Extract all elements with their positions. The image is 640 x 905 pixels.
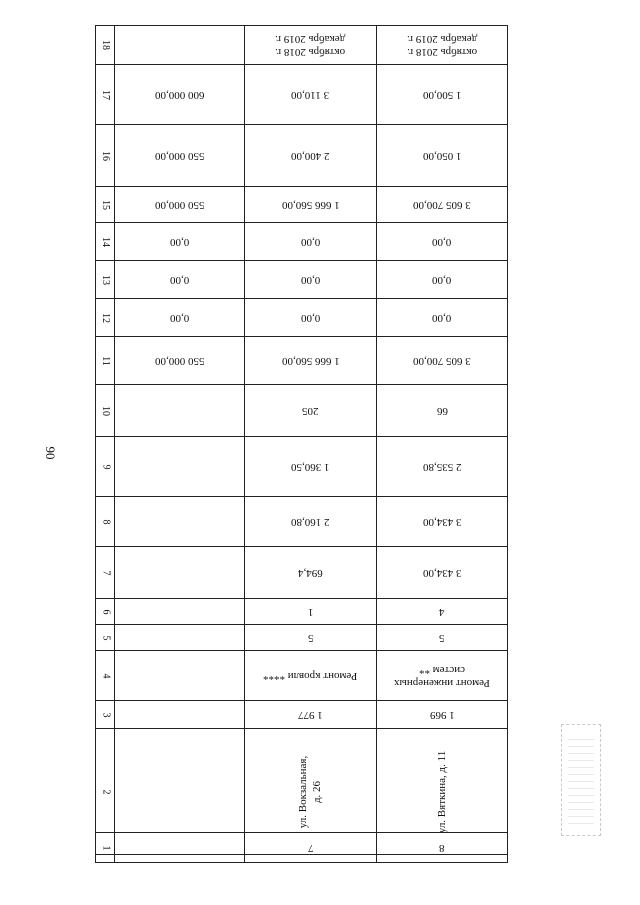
table-cell: 0,00 — [114, 223, 244, 260]
table-cell: Ремонт кровли **** — [244, 651, 376, 700]
column-number: 8 — [100, 519, 111, 524]
table-cell: 1 500,00 — [376, 65, 507, 124]
page-number: 90 — [43, 446, 58, 460]
table-cell: 2 400,00 — [244, 125, 376, 186]
table-row — [96, 64, 507, 124]
table-cell: 66 — [376, 385, 507, 436]
table-cell: 5 — [376, 625, 507, 650]
table-cell: ул. Вокзальная, д. 26 — [244, 729, 376, 854]
table-cell: 0,00 — [376, 261, 507, 298]
table-row — [96, 336, 507, 384]
table-cell: 0,00 — [376, 299, 507, 336]
table-row — [96, 186, 507, 222]
column-number: 16 — [100, 150, 111, 161]
table-cell — [114, 547, 244, 598]
table-row — [96, 436, 507, 496]
table-cell — [114, 701, 244, 728]
column-number: 1 — [100, 845, 111, 850]
table-cell: 8 — [376, 833, 507, 862]
table-cell: 0,00 — [244, 299, 376, 336]
table-cell: 5 — [244, 625, 376, 650]
table-cell: 550 000,00 — [114, 337, 244, 384]
table-cell: 0,00 — [114, 261, 244, 298]
table-cell: 7 — [244, 833, 376, 862]
table-cell: 550 000,00 — [114, 125, 244, 186]
table-row — [96, 624, 507, 650]
table-cell — [114, 833, 244, 862]
table-cell: 694,4 — [244, 547, 376, 598]
table-cell: 0,00 — [114, 299, 244, 336]
table-cell: 0,00 — [244, 223, 376, 260]
table-cell: 2 535,80 — [376, 437, 507, 496]
table-cell: октябрь 2018 г. декабрь 2019 г. — [244, 26, 376, 64]
table-cell: 1 666 560,00 — [244, 187, 376, 222]
table-cell: 1 977 — [244, 701, 376, 728]
table-row — [96, 700, 507, 728]
column-number: 14 — [100, 236, 111, 247]
table-cell — [114, 651, 244, 700]
table-cell: 0,00 — [376, 223, 507, 260]
table-cell: 1 050,00 — [376, 125, 507, 186]
column-number: 11 — [99, 355, 111, 366]
table-cell: 3 110,00 — [244, 65, 376, 124]
column-number: 12 — [100, 312, 111, 323]
table-cell — [114, 385, 244, 436]
table-cell: 3 434,00 — [376, 547, 507, 598]
table-cell: 1 360,50 — [244, 437, 376, 496]
table-row — [96, 546, 507, 598]
column-number: 18 — [100, 40, 111, 50]
column-number: 3 — [100, 712, 111, 717]
table-cell: 600 000,00 — [114, 65, 244, 124]
table-cell: 1 969 — [376, 701, 507, 728]
table-cell: 3 434,00 — [376, 497, 507, 546]
table-cell: 205 — [244, 385, 376, 436]
table-cell: 1 666 560,00 — [244, 337, 376, 384]
table-row — [96, 260, 507, 298]
table-cell — [114, 625, 244, 650]
column-number: 10 — [100, 405, 111, 416]
column-number: 4 — [100, 673, 111, 678]
table-cell: 3 605 700,00 — [376, 337, 507, 384]
table-cell — [114, 26, 244, 64]
table-row — [96, 598, 507, 624]
column-number: 13 — [100, 274, 111, 285]
column-number: 15 — [100, 199, 111, 210]
data-table — [95, 25, 508, 863]
table-cell: 4 — [376, 599, 507, 624]
column-number: 5 — [100, 635, 111, 640]
table-row — [96, 124, 507, 186]
table-row — [96, 832, 507, 862]
faint-stamp-mark — [561, 724, 601, 836]
table-cell: октябрь 2018 г. декабрь 2019 г. — [376, 26, 507, 64]
table-row — [96, 384, 507, 436]
column-number: 7 — [100, 570, 111, 575]
table-cell: Ремонт инженерных систем ** — [376, 651, 507, 700]
table-cell — [114, 437, 244, 496]
table-cell: 3 605 700,00 — [376, 187, 507, 222]
table-cell — [114, 497, 244, 546]
column-number: 6 — [100, 609, 111, 614]
column-number: 9 — [100, 464, 111, 469]
table-cell: 0,00 — [244, 261, 376, 298]
table-cell: ул. Вяткина, д. 11 — [376, 729, 507, 854]
column-number: 17 — [100, 89, 111, 100]
table-row — [96, 650, 507, 700]
table-row — [96, 496, 507, 546]
table-row — [96, 26, 507, 64]
column-number: 2 — [100, 789, 111, 794]
table-cell: 1 — [244, 599, 376, 624]
table-cell: 2 160,80 — [244, 497, 376, 546]
table-cell: 550 000,00 — [114, 187, 244, 222]
table-row — [96, 298, 507, 336]
table-cell — [114, 599, 244, 624]
table-row — [96, 222, 507, 260]
